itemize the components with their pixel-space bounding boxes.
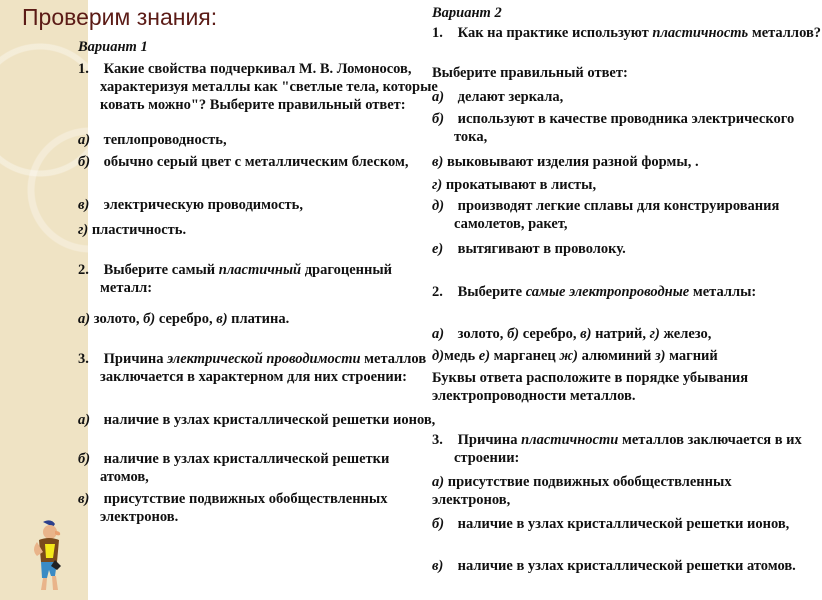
- item-label: 3.: [78, 351, 89, 367]
- item-text: производят легкие сплавы для конструирования самолетов, ракет,: [454, 198, 780, 232]
- question-item: [432, 369, 800, 405]
- question-item: [432, 110, 822, 146]
- item-label: б): [432, 516, 445, 532]
- item-label: 1.: [78, 61, 89, 77]
- italic-text: электрической проводимости: [167, 351, 361, 367]
- question-item: [78, 153, 440, 171]
- italic-text: в): [432, 154, 447, 170]
- item-text: серебро,: [155, 311, 217, 327]
- item-label: а): [78, 132, 91, 148]
- question-item: [432, 64, 800, 82]
- item-text: Как на практике используют: [457, 25, 653, 41]
- italic-text: г): [432, 177, 446, 193]
- item-text: вытягивают в проволоку.: [457, 241, 626, 257]
- slide-title: Проверим знания:: [22, 4, 218, 30]
- item-text: наличие в узлах кристаллической решетки атомов.: [457, 558, 796, 574]
- italic-text: пластичный: [218, 262, 302, 278]
- item-text: наличие в узлах кристаллической решетки атомов,: [100, 451, 390, 485]
- italic-text: в): [216, 311, 228, 327]
- italic-text: е): [478, 348, 491, 364]
- italic-text: з): [654, 348, 666, 364]
- item-text: Выберите правильный ответ:: [432, 65, 628, 81]
- item-text: Причина: [103, 351, 168, 367]
- question-item: [432, 153, 800, 171]
- question-item: [78, 350, 440, 386]
- item-text: пластичность.: [91, 222, 187, 238]
- item-label: е): [432, 241, 444, 257]
- item-label: б): [78, 451, 91, 467]
- item-text: алюминий: [578, 348, 655, 364]
- item-text: прокатывают в листы,: [445, 177, 597, 193]
- cartoon-character-icon: [25, 520, 75, 595]
- item-label: а): [432, 89, 445, 105]
- item-text: присутствие подвижных обобществленных электронов,: [432, 474, 732, 508]
- question-item: [432, 557, 822, 575]
- question-item: [432, 347, 800, 365]
- question-item: [432, 197, 822, 233]
- item-label: д): [432, 198, 445, 214]
- item-text: металлов?: [748, 25, 822, 41]
- item-label: в): [78, 491, 90, 507]
- item-text: металлов заключается в характерном для них строении:: [100, 351, 427, 385]
- item-label: б): [432, 111, 445, 127]
- variant-1-heading: Вариант 1: [78, 39, 148, 55]
- item-text: натрий,: [591, 326, 650, 342]
- question-item: [78, 450, 440, 486]
- item-text: золото,: [457, 326, 508, 342]
- italic-text: б): [507, 326, 520, 342]
- italic-text: пластичность: [652, 25, 749, 41]
- question-item: [78, 310, 418, 328]
- italic-text: самые электропроводные: [525, 284, 690, 300]
- item-text: наличие в узлах кристаллической решетки ионов,: [457, 516, 790, 532]
- question-item: [432, 24, 822, 42]
- item-text: наличие в узлах кристаллической решетки ионов,: [103, 412, 436, 428]
- item-text: Буквы ответа расположите в порядке убывания электропроводности металлов.: [432, 370, 749, 404]
- item-label: а): [78, 412, 91, 428]
- item-label: в): [78, 197, 90, 213]
- item-text: присутствие подвижных обобществленных электронов.: [100, 491, 388, 525]
- decorative-side-panel: [0, 0, 91, 600]
- item-text: делают зеркала,: [457, 89, 564, 105]
- item-text: Выберите самый: [103, 262, 219, 278]
- item-label: б): [78, 154, 91, 170]
- question-item: [78, 221, 418, 239]
- item-text: марганец: [490, 348, 560, 364]
- item-label: 2.: [432, 284, 443, 300]
- item-text: железо,: [659, 326, 712, 342]
- item-text: драгоценный металл:: [100, 262, 393, 296]
- question-item: [78, 490, 440, 526]
- question-item: [432, 283, 822, 301]
- variant-2-heading: Вариант 2: [432, 5, 502, 21]
- item-label: а): [432, 326, 445, 342]
- item-label: 3.: [432, 432, 443, 448]
- item-text: теплопроводность,: [103, 132, 227, 148]
- question-item: [78, 196, 440, 214]
- item-text: платина.: [227, 311, 290, 327]
- item-text: Какие свойства подчеркивал М. В. Ломоносов, характеризуя металлы как "светлые тела, которые ковать можно"? Выберите правильный ответ:: [100, 61, 438, 113]
- item-text: выковывают изделия разной формы, .: [446, 154, 699, 170]
- italic-text: г): [649, 326, 660, 342]
- italic-text: а): [78, 311, 91, 327]
- item-text: Причина: [457, 432, 522, 448]
- item-text: металлы:: [689, 284, 757, 300]
- italic-text: д): [432, 348, 445, 364]
- question-item: [432, 431, 822, 467]
- item-text: металлов заключается в их строении:: [454, 432, 802, 466]
- question-item: [78, 60, 440, 114]
- item-label: в): [432, 558, 444, 574]
- item-text: магний: [665, 348, 718, 364]
- item-text: электрическую проводимость,: [103, 197, 303, 213]
- question-item: [432, 88, 822, 106]
- question-item: [78, 411, 440, 429]
- italic-text: б): [143, 311, 156, 327]
- italic-text: а): [432, 474, 448, 490]
- question-item: [432, 473, 800, 509]
- item-text: используют в качестве проводника электрического тока,: [454, 111, 795, 145]
- item-text: обычно серый цвет с металлическим блеском,: [103, 154, 409, 170]
- item-text: Выберите: [457, 284, 526, 300]
- item-label: 1.: [432, 25, 443, 41]
- item-text: серебро,: [519, 326, 581, 342]
- item-text: золото,: [90, 311, 144, 327]
- question-item: [432, 240, 822, 258]
- italic-text: г): [78, 222, 92, 238]
- question-item: [432, 325, 822, 343]
- italic-text: пластичности: [521, 432, 619, 448]
- item-label: 2.: [78, 262, 89, 278]
- question-item: [432, 515, 822, 533]
- question-item: [78, 131, 440, 149]
- italic-text: ж): [559, 348, 579, 364]
- question-item: [78, 261, 440, 297]
- question-item: [432, 176, 800, 194]
- italic-text: в): [580, 326, 592, 342]
- item-text: медь: [444, 348, 479, 364]
